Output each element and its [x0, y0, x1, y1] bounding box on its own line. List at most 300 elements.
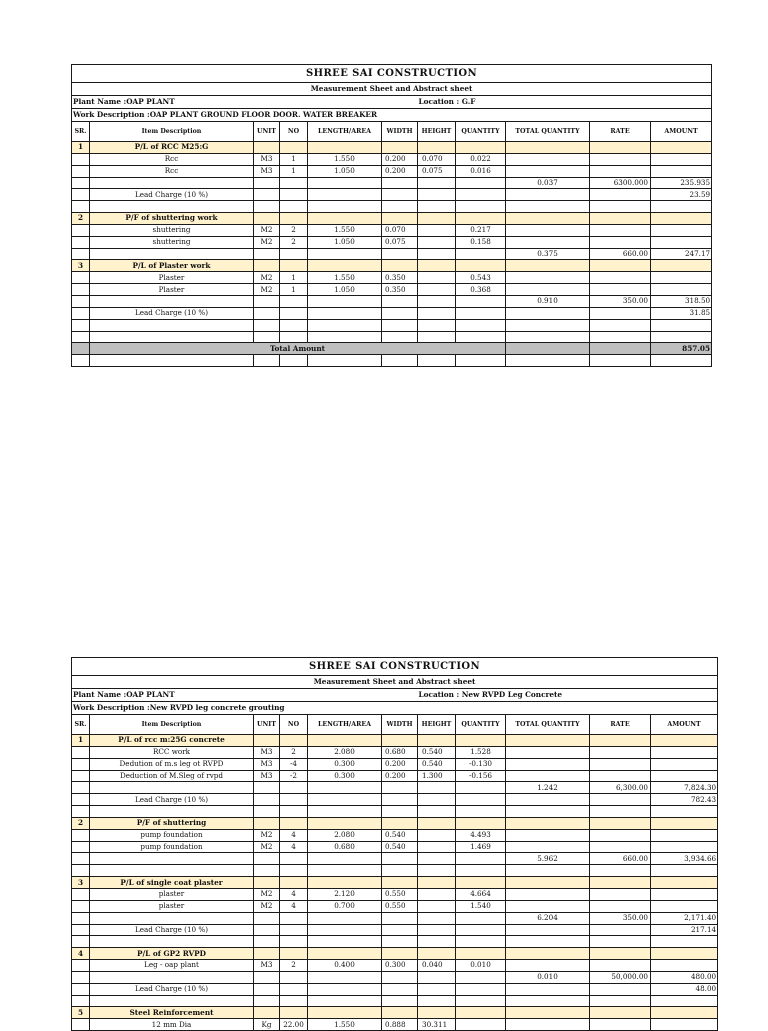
quantity-cell: -0.156	[456, 770, 506, 782]
total-amount-row	[72, 343, 712, 355]
amount-cell	[651, 960, 718, 972]
sr-cell	[72, 782, 90, 794]
table-row	[72, 983, 718, 995]
no-cell	[280, 853, 308, 865]
sr-cell	[72, 343, 90, 355]
column-header-row	[72, 715, 718, 735]
unit-cell	[254, 295, 280, 307]
length-area-cell: 1.050	[308, 165, 382, 177]
amount-cell	[651, 888, 718, 900]
width-cell	[382, 177, 418, 189]
rate-cell: 350.00	[590, 295, 651, 307]
no-cell	[280, 912, 308, 924]
amount-cell	[651, 1019, 718, 1031]
subtitle-row	[72, 676, 718, 689]
width-cell	[382, 782, 418, 794]
amount-cell	[651, 841, 718, 853]
no-cell: 4	[280, 841, 308, 853]
height-cell	[418, 995, 456, 1007]
height-cell	[418, 213, 456, 225]
amount-cell: 23.59	[651, 189, 712, 201]
no-cell	[280, 355, 308, 367]
sr-header: SR.	[72, 122, 90, 142]
width-cell	[382, 912, 418, 924]
sr-cell	[72, 924, 90, 936]
unit-cell	[254, 735, 280, 747]
total-quantity-cell	[506, 995, 590, 1007]
length-area-cell: 2.080	[308, 829, 382, 841]
rate-cell	[590, 995, 651, 1007]
total-quantity-cell	[506, 165, 590, 177]
section-heading-row	[72, 735, 718, 747]
quantity-cell: 0.016	[456, 165, 506, 177]
table-row	[72, 201, 712, 213]
item-description-cell: Dedution of m.s leg ot RVPD	[90, 758, 254, 770]
table-row	[72, 900, 718, 912]
sr-cell	[72, 153, 90, 165]
sheet-subtitle: Measurement Sheet and Abstract sheet	[72, 83, 712, 96]
table-row	[72, 995, 718, 1007]
item-description-cell	[90, 782, 254, 794]
rate-cell	[590, 213, 651, 225]
no-cell	[280, 319, 308, 331]
plant-location-row	[72, 689, 718, 702]
item-description-cell: Steel Reinforcement	[90, 1007, 254, 1019]
length-area-cell: 0.300	[308, 758, 382, 770]
total-quantity-cell	[506, 948, 590, 960]
unit-cell	[254, 794, 280, 806]
no-cell: 2	[280, 224, 308, 236]
quantity-cell	[456, 295, 506, 307]
amount-cell	[651, 746, 718, 758]
item-description-cell: Lead Charge (10 %)	[90, 794, 254, 806]
sr-cell	[72, 236, 90, 248]
quantity-cell: 1.469	[456, 841, 506, 853]
plant-name: Plant Name :OAP PLANT	[72, 689, 418, 702]
height-cell	[418, 829, 456, 841]
length-area-cell: 1.050	[308, 284, 382, 296]
amount-cell	[651, 272, 712, 284]
item-description-cell: plaster	[90, 888, 254, 900]
width-cell: 0.200	[382, 165, 418, 177]
item-description-cell	[90, 248, 254, 260]
rate-cell	[590, 331, 651, 343]
table-row	[72, 794, 718, 806]
length-area-cell	[308, 331, 382, 343]
sr-cell: 4	[72, 948, 90, 960]
sr-cell	[72, 224, 90, 236]
height-cell	[418, 295, 456, 307]
amount-cell	[651, 319, 712, 331]
width-cell	[382, 295, 418, 307]
amount-cell: 31.85	[651, 307, 712, 319]
title-row	[72, 658, 718, 676]
item-description-cell: Rcc	[90, 153, 254, 165]
quantity-cell	[456, 782, 506, 794]
rate-cell	[590, 1019, 651, 1031]
measurement-table	[71, 64, 712, 367]
sr-cell	[72, 794, 90, 806]
table-row	[72, 853, 718, 865]
total-quantity-cell	[506, 758, 590, 770]
length-area-cell: 1.550	[308, 1019, 382, 1031]
sr-cell: 5	[72, 1007, 90, 1019]
amount-cell	[651, 1007, 718, 1019]
table-row	[72, 272, 712, 284]
item-description-cell	[90, 355, 254, 367]
table-row	[72, 1019, 718, 1031]
length-area-cell: 0.700	[308, 900, 382, 912]
total-quantity-cell	[506, 746, 590, 758]
work-description: Work Description :New RVPD leg concrete grouting	[72, 702, 718, 715]
amount-header: AMOUNT	[651, 715, 718, 735]
height-cell	[418, 877, 456, 889]
item-description-cell: Lead Charge (10 %)	[90, 307, 254, 319]
no-cell	[280, 1007, 308, 1019]
quantity-cell	[456, 177, 506, 189]
rate-cell	[590, 770, 651, 782]
quantity-cell	[456, 1019, 506, 1031]
height-cell	[418, 224, 456, 236]
width-cell: 0.550	[382, 888, 418, 900]
width-cell: 0.070	[382, 224, 418, 236]
height-cell	[418, 331, 456, 343]
table-row	[72, 236, 712, 248]
total-quantity-cell	[506, 841, 590, 853]
total-quantity-cell	[506, 900, 590, 912]
length-area-header: LENGTH/AREA	[308, 122, 382, 142]
height-cell	[418, 948, 456, 960]
sr-cell: 2	[72, 213, 90, 225]
unit-cell	[254, 817, 280, 829]
measurement-table	[71, 657, 718, 1031]
sr-cell: 3	[72, 877, 90, 889]
sr-cell	[72, 284, 90, 296]
rate-cell	[590, 960, 651, 972]
height-cell: 0.075	[418, 165, 456, 177]
length-area-cell	[308, 355, 382, 367]
item-description-cell	[90, 853, 254, 865]
no-cell	[280, 794, 308, 806]
width-cell: 0.350	[382, 284, 418, 296]
rate-cell	[590, 735, 651, 747]
height-cell	[418, 794, 456, 806]
table-row	[72, 912, 718, 924]
sr-cell	[72, 971, 90, 983]
work-description: Work Description :OAP PLANT GROUND FLOOR DOOR. WATER BREAKER	[72, 109, 712, 122]
length-area-cell: 0.400	[308, 960, 382, 972]
quantity-cell	[456, 948, 506, 960]
height-cell: 0.070	[418, 153, 456, 165]
length-area-cell	[308, 782, 382, 794]
unit-cell	[254, 865, 280, 877]
unit-cell	[254, 331, 280, 343]
section-heading-row	[72, 260, 712, 272]
quantity-cell: 0.022	[456, 153, 506, 165]
quantity-cell: 0.158	[456, 236, 506, 248]
quantity-cell: 0.543	[456, 272, 506, 284]
length-area-cell	[308, 142, 382, 154]
rate-cell: 350.00	[590, 912, 651, 924]
length-area-cell	[308, 295, 382, 307]
section-heading-row	[72, 142, 712, 154]
amount-cell: 857.05	[651, 343, 712, 355]
column-header-row	[72, 122, 712, 142]
sr-cell: 1	[72, 142, 90, 154]
unit-cell: M2	[254, 900, 280, 912]
amount-cell	[651, 224, 712, 236]
quantity-cell: 1.540	[456, 900, 506, 912]
sr-cell	[72, 355, 90, 367]
quantity-cell: 4.664	[456, 888, 506, 900]
no-cell: 4	[280, 888, 308, 900]
total-quantity-cell: 0.910	[506, 295, 590, 307]
total-quantity-cell	[506, 960, 590, 972]
item-description-header: Item Description	[90, 122, 254, 142]
amount-cell	[651, 817, 718, 829]
height-cell: 0.540	[418, 758, 456, 770]
table-row	[72, 331, 712, 343]
quantity-cell: 1.528	[456, 746, 506, 758]
item-description-cell: Rcc	[90, 165, 254, 177]
height-cell	[418, 355, 456, 367]
width-cell	[382, 142, 418, 154]
length-area-cell: 0.680	[308, 841, 382, 853]
total-quantity-cell	[506, 331, 590, 343]
unit-cell: M3	[254, 746, 280, 758]
rate-cell	[590, 924, 651, 936]
length-area-cell: 1.550	[308, 272, 382, 284]
amount-cell	[651, 355, 712, 367]
total-quantity-cell	[506, 770, 590, 782]
item-description-cell: P/L of Plaster work	[90, 260, 254, 272]
rate-cell	[590, 153, 651, 165]
sr-cell	[72, 1019, 90, 1031]
no-cell: 22.00	[280, 1019, 308, 1031]
work-description-row	[72, 109, 712, 122]
total-quantity-cell	[506, 142, 590, 154]
rate-cell	[590, 272, 651, 284]
unit-cell	[254, 201, 280, 213]
item-description-cell: 12 mm Dia	[90, 1019, 254, 1031]
item-description-cell: Lead Charge (10 %)	[90, 983, 254, 995]
quantity-cell: 0.217	[456, 224, 506, 236]
location: Location : G.F	[418, 96, 712, 109]
length-area-cell: 1.550	[308, 153, 382, 165]
quantity-cell	[456, 853, 506, 865]
no-cell	[280, 331, 308, 343]
rate-header: RATE	[590, 122, 651, 142]
table-row	[72, 936, 718, 948]
total-quantity-cell	[506, 877, 590, 889]
item-description-cell	[90, 971, 254, 983]
width-cell	[382, 817, 418, 829]
item-description-cell: pump foundation	[90, 829, 254, 841]
no-cell	[280, 142, 308, 154]
table-row	[72, 960, 718, 972]
sr-cell	[72, 746, 90, 758]
length-area-cell	[308, 936, 382, 948]
total-quantity-cell: 0.375	[506, 248, 590, 260]
length-area-cell	[308, 971, 382, 983]
width-cell	[382, 260, 418, 272]
total-quantity-cell	[506, 343, 590, 355]
total-quantity-cell	[506, 1019, 590, 1031]
amount-cell: 318.50	[651, 295, 712, 307]
table-row	[72, 295, 712, 307]
amount-cell	[651, 284, 712, 296]
unit-cell	[254, 877, 280, 889]
width-cell	[382, 213, 418, 225]
amount-cell	[651, 936, 718, 948]
quantity-cell	[456, 971, 506, 983]
amount-cell: 3,934.66	[651, 853, 718, 865]
length-area-cell: 1.550	[308, 224, 382, 236]
item-description-cell: Plaster	[90, 284, 254, 296]
sr-cell	[72, 841, 90, 853]
unit-cell	[254, 971, 280, 983]
sr-cell	[72, 983, 90, 995]
quantity-cell	[456, 355, 506, 367]
rate-cell	[590, 319, 651, 331]
table-row	[72, 758, 718, 770]
no-cell: -2	[280, 770, 308, 782]
length-area-cell: 0.300	[308, 770, 382, 782]
sr-cell	[72, 865, 90, 877]
table-row	[72, 782, 718, 794]
sr-cell	[72, 806, 90, 818]
unit-cell	[254, 189, 280, 201]
length-area-cell	[308, 983, 382, 995]
sr-cell	[72, 201, 90, 213]
height-cell	[418, 319, 456, 331]
total-quantity-cell	[506, 924, 590, 936]
width-cell	[382, 201, 418, 213]
item-description-cell: plaster	[90, 900, 254, 912]
unit-cell	[254, 853, 280, 865]
width-cell: 0.200	[382, 153, 418, 165]
quantity-cell	[456, 936, 506, 948]
no-cell: 1	[280, 153, 308, 165]
height-cell	[418, 272, 456, 284]
total-quantity-cell	[506, 806, 590, 818]
sr-cell	[72, 307, 90, 319]
table-row	[72, 888, 718, 900]
total-quantity-cell	[506, 307, 590, 319]
height-cell	[418, 1007, 456, 1019]
unit-cell	[254, 806, 280, 818]
length-area-cell	[308, 817, 382, 829]
height-cell	[418, 142, 456, 154]
length-area-cell	[308, 853, 382, 865]
height-cell	[418, 888, 456, 900]
amount-cell	[651, 829, 718, 841]
measurement-sheet	[71, 64, 713, 370]
unit-cell: M3	[254, 165, 280, 177]
amount-cell	[651, 165, 712, 177]
width-cell	[382, 189, 418, 201]
sr-cell	[72, 295, 90, 307]
company-name: SHREE SAI CONSTRUCTION	[72, 65, 712, 83]
quantity-cell	[456, 319, 506, 331]
no-cell: 2	[280, 746, 308, 758]
item-description-cell: Total Amount	[90, 343, 506, 355]
table-row	[72, 924, 718, 936]
rate-cell	[590, 877, 651, 889]
item-description-cell: pump foundation	[90, 841, 254, 853]
unit-cell: M2	[254, 829, 280, 841]
rate-cell	[590, 841, 651, 853]
sheet-subtitle: Measurement Sheet and Abstract sheet	[72, 676, 718, 689]
table-row	[72, 248, 712, 260]
height-cell: 1.300	[418, 770, 456, 782]
sr-cell: 3	[72, 260, 90, 272]
unit-header: UNIT	[254, 122, 280, 142]
total-quantity-cell	[506, 189, 590, 201]
height-cell	[418, 853, 456, 865]
rate-cell	[590, 888, 651, 900]
sr-cell	[72, 829, 90, 841]
table-row	[72, 284, 712, 296]
item-description-cell	[90, 295, 254, 307]
rate-cell	[590, 236, 651, 248]
total-quantity-cell	[506, 213, 590, 225]
no-header: NO	[280, 715, 308, 735]
item-description-cell: P/L of rcc m:25G concrete	[90, 735, 254, 747]
width-cell	[382, 948, 418, 960]
unit-cell	[254, 924, 280, 936]
unit-cell	[254, 912, 280, 924]
plant-location-row	[72, 96, 712, 109]
amount-cell	[651, 735, 718, 747]
total-quantity-cell: 0.010	[506, 971, 590, 983]
sr-cell	[72, 165, 90, 177]
total-quantity-cell	[506, 284, 590, 296]
item-description-cell	[90, 865, 254, 877]
length-area-cell	[308, 177, 382, 189]
width-cell	[382, 865, 418, 877]
sr-cell	[72, 189, 90, 201]
width-cell: 0.540	[382, 841, 418, 853]
no-cell: 1	[280, 165, 308, 177]
height-cell	[418, 983, 456, 995]
width-cell: 0.075	[382, 236, 418, 248]
section-heading-row	[72, 877, 718, 889]
unit-cell	[254, 142, 280, 154]
table-row	[72, 177, 712, 189]
table-row	[72, 165, 712, 177]
width-cell: 0.680	[382, 746, 418, 758]
quantity-cell: 4.493	[456, 829, 506, 841]
sr-cell	[72, 272, 90, 284]
rate-cell	[590, 983, 651, 995]
section-heading-row	[72, 1007, 718, 1019]
rate-cell	[590, 758, 651, 770]
length-area-cell	[308, 735, 382, 747]
amount-cell	[651, 236, 712, 248]
length-area-cell: 2.080	[308, 746, 382, 758]
total-quantity-cell: 6.204	[506, 912, 590, 924]
no-cell: 1	[280, 284, 308, 296]
table-row	[72, 355, 712, 367]
table-row	[72, 224, 712, 236]
location: Location : New RVPD Leg Concrete	[418, 689, 718, 702]
quantity-cell	[456, 995, 506, 1007]
height-cell	[418, 817, 456, 829]
quantity-cell	[456, 331, 506, 343]
no-cell	[280, 248, 308, 260]
unit-cell: M2	[254, 236, 280, 248]
